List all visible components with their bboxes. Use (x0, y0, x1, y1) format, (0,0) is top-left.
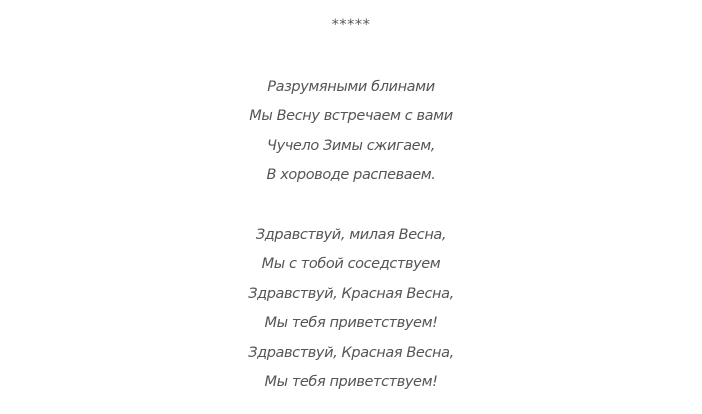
poem-line: Мы с тобой соседствуем (261, 256, 441, 272)
poem-line: Здравствуй, Красная Весна, (248, 286, 454, 302)
poem-line: Мы тебя приветствуем! (264, 374, 438, 390)
poem-line: Чучело Зимы сжигаем, (267, 138, 435, 154)
poem-line: Мы Весну встречаем с вами (249, 108, 453, 124)
poem-line: В хороводе распеваем. (266, 167, 436, 183)
poem-line: Разрумяными блинами (267, 79, 435, 95)
poem-line: Здравствуй, Красная Весна, (248, 345, 454, 361)
poem-line: Мы тебя приветствуем! (264, 315, 438, 331)
separator: ***** (331, 17, 371, 33)
poem-line: Здравствуй, милая Весна, (255, 227, 447, 243)
